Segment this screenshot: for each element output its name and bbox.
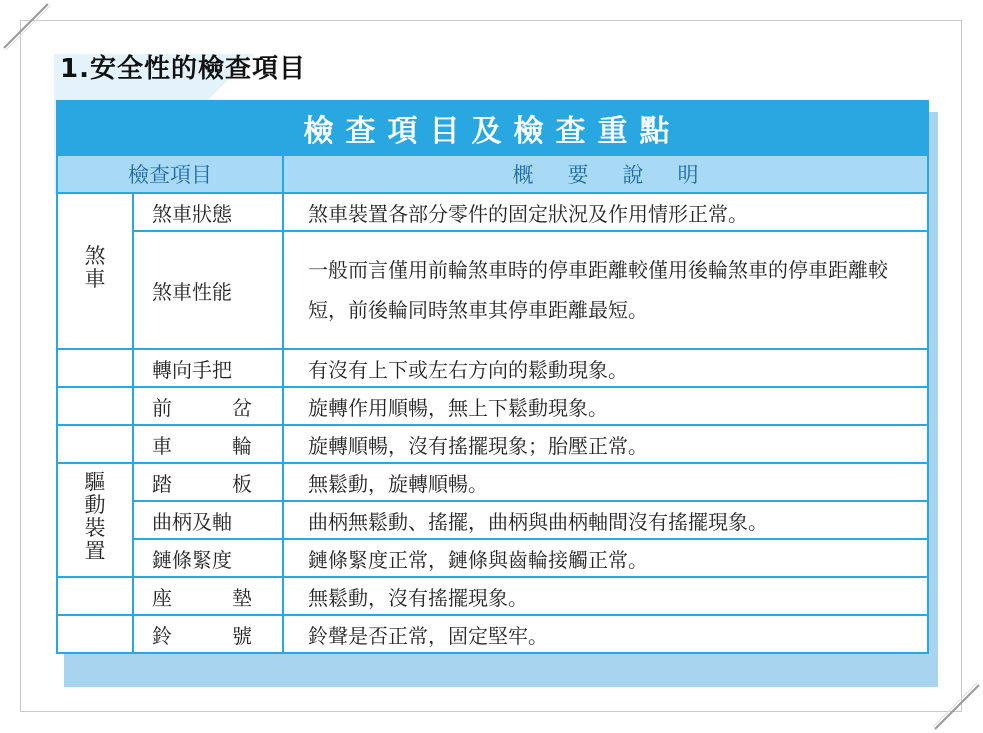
- inspection-table: [56, 100, 929, 654]
- table-row: [57, 577, 928, 615]
- row-item: 煞車性能: [133, 231, 283, 349]
- row-item: [133, 387, 283, 425]
- row-item: [133, 577, 283, 615]
- group-brake: [57, 193, 133, 349]
- row-description: 無鬆動，旋轉順暢。: [283, 463, 928, 501]
- header-description: 概要說明: [283, 155, 928, 193]
- row-description: 曲柄無鬆動、搖擺，曲柄與曲柄軸間沒有搖擺現象。: [283, 501, 928, 539]
- table-row: [57, 463, 928, 501]
- row-item: [133, 463, 283, 501]
- row-item: 曲柄及軸: [133, 501, 283, 539]
- row-item: [133, 425, 283, 463]
- row-description: 有沒有上下或左右方向的鬆動現象。: [283, 349, 928, 387]
- table-row: [57, 425, 928, 463]
- page-title: 1.安全性的檢查項目: [60, 54, 306, 84]
- row-description: 鈴聲是否正常，固定堅牢。: [283, 615, 928, 653]
- table-row: [57, 615, 928, 653]
- row-item-char: 座: [152, 585, 172, 610]
- row-item: 鏈條緊度: [133, 539, 283, 577]
- corner-line-top-left: [0, 0, 60, 60]
- row-item-char: 墊: [232, 585, 252, 610]
- group-empty: [57, 577, 133, 615]
- table-caption: 檢查項目及檢查重點: [57, 101, 928, 155]
- header-item: 檢查項目: [57, 155, 283, 193]
- group-empty: [57, 387, 133, 425]
- table-row: [57, 539, 928, 577]
- group-drive: [57, 463, 133, 577]
- group-empty: [57, 425, 133, 463]
- row-item: 煞車狀態: [133, 193, 283, 231]
- row-item: [133, 615, 283, 653]
- row-description: 煞車裝置各部分零件的固定狀況及作用情形正常。: [283, 193, 928, 231]
- table-row: [57, 231, 928, 349]
- row-item-char: 號: [232, 623, 252, 648]
- table-row: [57, 387, 928, 425]
- table-row: [57, 193, 928, 231]
- row-item-char: 鈴: [152, 623, 172, 648]
- row-item-char: 前: [152, 395, 172, 420]
- group-empty: [57, 349, 133, 387]
- row-item-char: 輪: [232, 433, 252, 458]
- row-item-char: 踏: [152, 471, 172, 496]
- row-description: 旋轉作用順暢，無上下鬆動現象。: [283, 387, 928, 425]
- row-item-char: 岔: [232, 395, 252, 420]
- row-description: 一般而言僅用前輪煞車時的停車距離較僅用後輪煞車的停車距離較短，前後輪同時煞車其停車距離最短。: [283, 231, 928, 349]
- row-item-char: 車: [152, 433, 172, 458]
- row-item-char: 板: [232, 471, 252, 496]
- table-row: [57, 349, 928, 387]
- row-description: 無鬆動，沒有搖擺現象。: [283, 577, 928, 615]
- row-item: 轉向手把: [133, 349, 283, 387]
- group-label-brake: 煞車: [84, 244, 106, 291]
- group-empty: [57, 615, 133, 653]
- table-row: [57, 501, 928, 539]
- row-description: 鏈條緊度正常，鏈條與齒輪接觸正常。: [283, 539, 928, 577]
- row-description: 旋轉順暢，沒有搖擺現象；胎壓正常。: [283, 425, 928, 463]
- group-label-drive: 驅動裝置: [84, 470, 106, 563]
